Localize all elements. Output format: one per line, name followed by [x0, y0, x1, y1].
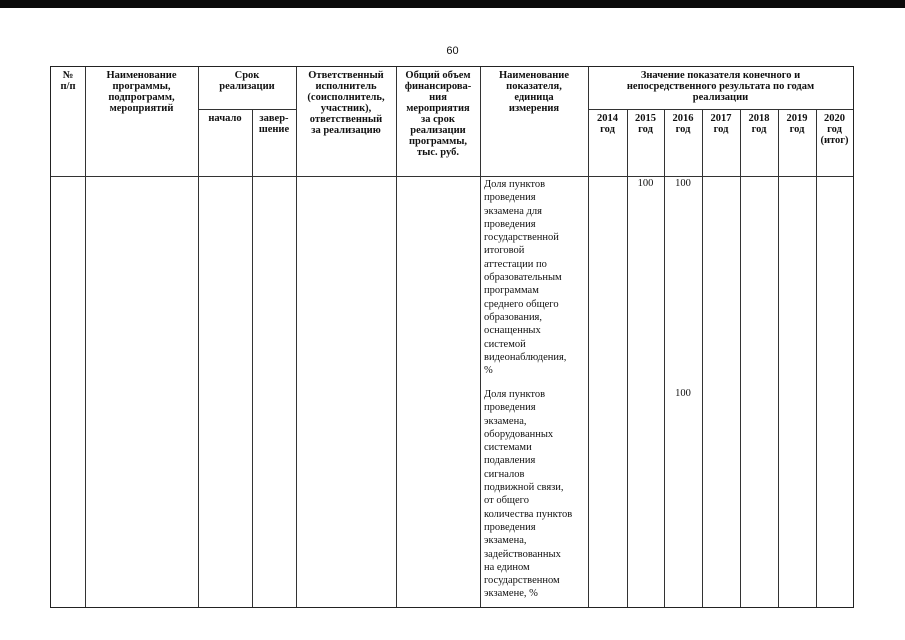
indicator-line: проведения — [484, 218, 536, 230]
indicator-line: подвижной связи, — [484, 482, 564, 494]
header-term-start: начало — [208, 113, 242, 124]
indicator-line: сигналов — [484, 468, 525, 480]
indicator-line: количества пунктов — [484, 508, 573, 520]
row-2-indicator — [484, 388, 594, 601]
indicator-line: Доля пунктов — [484, 179, 546, 190]
col-line — [296, 67, 297, 607]
indicator-line: итоговой — [484, 245, 525, 257]
indicator-table — [50, 66, 854, 608]
col-line — [252, 109, 253, 607]
row-line — [588, 109, 853, 110]
header-num: № п/п — [60, 70, 76, 92]
indicator-line: задействованных — [484, 548, 561, 560]
row-1-value-2015: 100 — [637, 178, 654, 189]
indicator-line: системой — [484, 338, 526, 350]
indicator-line: видеонаблюдения, — [484, 351, 567, 363]
indicator-line: аттестации по — [484, 258, 547, 270]
indicator-line: экзамена, — [484, 535, 527, 547]
indicator-line: проведения — [484, 402, 536, 414]
indicator-line: оборудованных — [484, 428, 554, 440]
indicator-line: от общего — [484, 495, 529, 507]
indicator-line: государственном — [484, 575, 560, 587]
col-line — [740, 109, 741, 607]
indicator-line: экзамене, % — [484, 588, 538, 600]
indicator-line: экзамена, — [484, 415, 527, 427]
col-line — [702, 109, 703, 607]
header-term-end: завер- шение — [258, 113, 290, 135]
row-line — [198, 109, 296, 110]
header-term: Срок реализации — [219, 70, 275, 92]
indicator-line: программам — [484, 285, 539, 297]
col-line — [85, 67, 86, 607]
header-executor: Ответственный исполнитель (соисполнитель, участник), ответственный за реализацию — [307, 70, 385, 136]
row-2-value-2016: 100 — [675, 388, 691, 399]
page-number: 60 — [446, 45, 459, 57]
header-bottom-line — [51, 176, 853, 177]
header-funding: Общий объем финансирова- ния мероприятия за срок реализации программы, тыс. руб. — [404, 70, 472, 158]
indicator-line: Доля пунктов — [484, 389, 546, 400]
indicator-line: системами — [484, 442, 532, 454]
header-year-2020: 2020 год (итог) — [820, 113, 849, 146]
header-program: Наименование программы, подпрограмм, мероприятий — [106, 70, 177, 114]
row-1-value-2016: 100 — [675, 178, 691, 189]
header-year-2015: 2015 год — [635, 113, 656, 135]
indicator-line: на едином — [484, 561, 530, 573]
header-values-group: Значение показателя конечного и непосредственного результата по годам реализации — [626, 70, 815, 103]
indicator-line: образования, — [484, 311, 543, 323]
indicator-line: проведения — [484, 192, 536, 204]
indicator-line: государственной — [484, 232, 559, 244]
indicator-line: проведения — [484, 521, 536, 533]
col-line — [778, 109, 779, 607]
indicator-line: оснащенных — [484, 325, 541, 337]
header-year-2018: 2018 год — [748, 113, 770, 135]
indicator-line: экзамена для — [484, 205, 542, 217]
col-line — [480, 67, 481, 607]
header-year-2016: 2016 год — [672, 113, 694, 135]
header-year-2019: 2019 год — [786, 113, 808, 135]
indicator-line: % — [484, 365, 493, 377]
col-line — [816, 109, 817, 607]
indicator-line: среднего общего — [484, 298, 559, 310]
row-1-indicator — [484, 178, 594, 377]
scan-top-edge — [0, 0, 905, 8]
header-indicator: Наименование показателя, единица измерения — [499, 70, 569, 114]
col-line — [198, 67, 199, 607]
header-year-2014: 2014 год — [597, 113, 618, 135]
indicator-line: подавления — [484, 455, 536, 467]
header-year-2017: 2017 год — [710, 113, 732, 135]
indicator-line: образовательным — [484, 272, 562, 284]
